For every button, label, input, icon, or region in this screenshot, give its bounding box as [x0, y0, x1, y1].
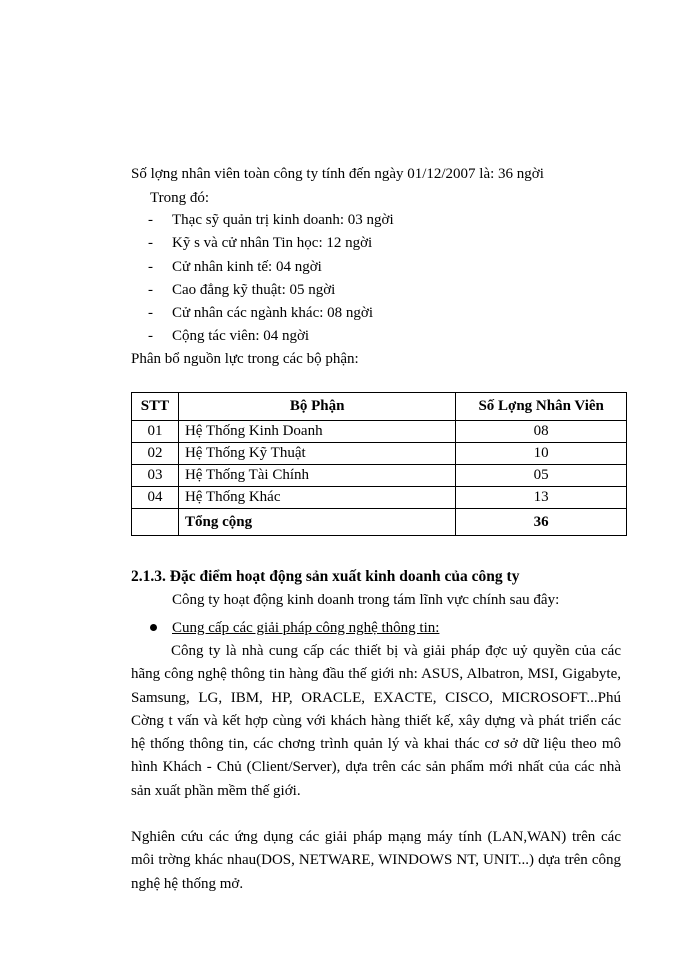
table-total-row	[132, 509, 627, 536]
total-label: Tổng cộng	[178, 509, 455, 536]
cell-department: Hệ Thống Kỹ Thuật	[178, 443, 455, 465]
list-item: - Kỹ s và cử nhân Tin học: 12 ngời	[148, 235, 373, 251]
cell-department: Hệ Thống Khác	[178, 487, 455, 509]
cell-stt: 01	[132, 421, 179, 443]
list-item: - Thạc sỹ quản trị kinh doanh: 03 ngời	[148, 212, 394, 228]
total-value: 36	[456, 509, 627, 536]
allocation-intro: Phân bổ nguồn lực trong các bộ phận:	[131, 351, 359, 367]
paragraph-partners	[131, 640, 621, 803]
table-row	[132, 443, 627, 465]
bullet-dot-icon	[150, 624, 157, 631]
in-which-label: Trong đó:	[150, 190, 210, 206]
header-stt: STT	[132, 393, 179, 421]
list-item: - Cử nhân kinh tế: 04 ngời	[148, 259, 322, 275]
cell-department: Hệ Thống Kinh Doanh	[178, 421, 455, 443]
cell-stt: 04	[132, 487, 179, 509]
cell-headcount: 08	[456, 421, 627, 443]
table-header-row	[132, 393, 627, 421]
section-heading: 2.1.3. Đặc điểm hoạt động sản xuất kinh doanh của công ty	[131, 568, 520, 585]
header-headcount: Số Lợng Nhân Viên	[456, 393, 627, 421]
table-row	[132, 465, 627, 487]
cell-headcount: 05	[456, 465, 627, 487]
section-intro: Công ty hoạt động kinh doanh trong tám lĩnh vực chính sau đây:	[172, 592, 560, 608]
header-department: Bộ Phận	[178, 393, 455, 421]
bullet-item-it-solutions: Cung cấp các giải pháp công nghệ thông tin:	[172, 620, 440, 636]
cell-headcount: 13	[456, 487, 627, 509]
table-row	[132, 487, 627, 509]
list-item: - Cao đẳng kỹ thuật: 05 ngời	[148, 282, 336, 298]
cell-headcount: 10	[456, 443, 627, 465]
table-row	[132, 421, 627, 443]
paragraph-networking-text: Nghiên cứu các ứng dụng các giải pháp mạng máy tính (LAN,WAN) trên các môi trờng khác nhau(DOS, NETWARE, WINDOWS NT, UNIT...) dựa trên công nghệ hệ thống mở.	[131, 829, 621, 892]
paragraph-networking	[131, 826, 621, 896]
list-item: - Cộng tác viên: 04 ngời	[148, 328, 310, 344]
cell-department: Hệ Thống Tài Chính	[178, 465, 455, 487]
paragraph-partners-text: Công ty là nhà cung cấp các thiết bị và giải pháp đợc uỷ quyền của các hãng công nghệ thông tin hàng đầu thế giới nh: ASUS, Albatron, MSI, Gigabyte, Samsung, LG, IBM, HP, ORACLE, EXACTE, CISCO, MICROSOFT...Phú Cờng t vấn và kết hợp cùng với khách hàng thiết kế, xây dựng và phát triển các hệ thống thông tin, các chơng trình quản lý và khai thác cơ sở dữ liệu theo mô hình Khách - Chủ (Client/Server), dựa trên các sản phẩm mới nhất của các nhà sản xuất phần mềm thế giới.	[131, 643, 621, 799]
cell-stt: 02	[132, 443, 179, 465]
allocation-table	[131, 392, 627, 536]
staff-summary: Số lợng nhân viên toàn công ty tính đến ngày 01/12/2007 là: 36 ngời	[131, 166, 544, 182]
cell-stt: 03	[132, 465, 179, 487]
list-item: - Cử nhân các ngành khác: 08 ngời	[148, 305, 374, 321]
cell-empty	[132, 509, 179, 536]
